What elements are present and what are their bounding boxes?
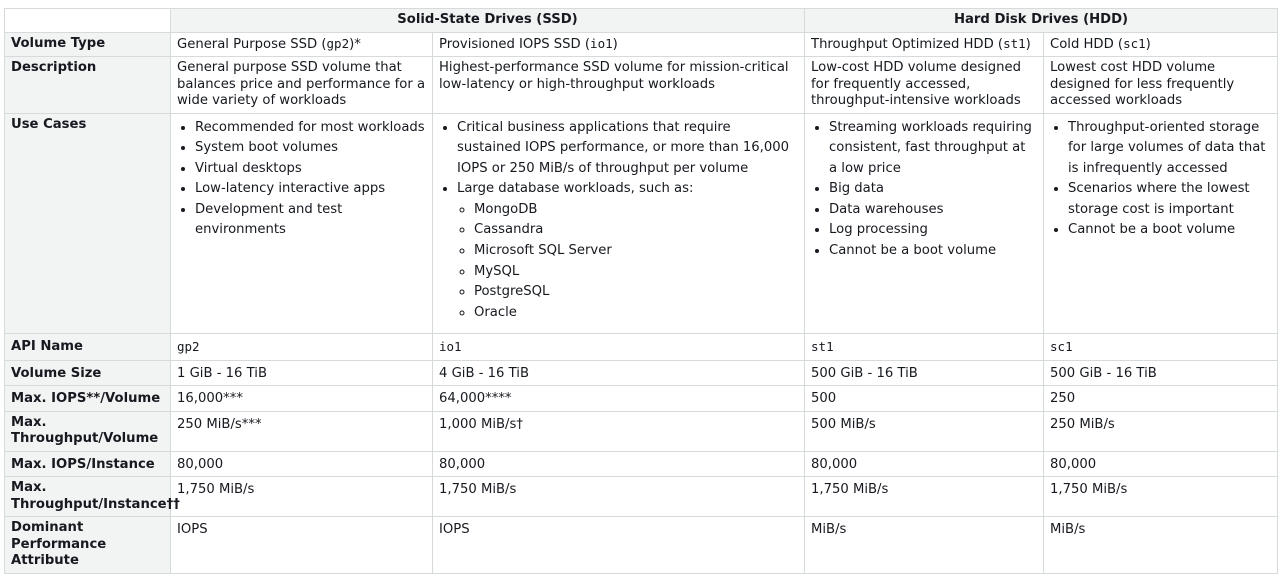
use-case-item-text: Large database workloads, such as: (457, 181, 694, 197)
api-name-io1 (433, 334, 805, 361)
max-iops-volume-io1: 64,000**** (433, 386, 805, 412)
database-item: ◦ MongoDB (474, 200, 798, 221)
ebs-volume-types-table (4, 8, 1278, 574)
database-item: ◦ Microsoft SQL Server (474, 241, 798, 262)
api-name-value: st1 (811, 339, 834, 355)
row-header-api-name: API Name (5, 334, 171, 361)
api-name-row (5, 334, 1278, 361)
max-iops-instance-gp2: 80,000 (171, 451, 433, 477)
use-case-item (457, 179, 798, 323)
use-case-list (1050, 118, 1271, 242)
database-item: ◦ Cassandra (474, 220, 798, 241)
row-header-max-iops-volume: Max. IOPS**/Volume (5, 386, 171, 412)
volume-size-io1: 4 GiB - 16 TiB (433, 360, 805, 386)
volume-size-row (5, 360, 1278, 386)
database-item: ◦ Oracle (474, 303, 798, 324)
max-iops-instance-sc1: 80,000 (1044, 451, 1278, 477)
volume-type-sc1: Cold HDD (sc1) (1044, 32, 1278, 57)
max-iops-volume-sc1: 250 (1044, 386, 1278, 412)
max-throughput-instance-st1: 1,750 MiB/s (805, 477, 1044, 517)
max-throughput-instance-io1: 1,750 MiB/s (433, 477, 805, 517)
max-iops-instance-io1: 80,000 (433, 451, 805, 477)
max-iops-volume-row (5, 386, 1278, 412)
api-name-sc1 (1044, 334, 1278, 361)
max-throughput-volume-gp2: 250 MiB/s*** (171, 411, 433, 451)
dominant-performance-io1: IOPS (433, 517, 805, 574)
use-case-item: • Virtual desktops (195, 159, 426, 180)
corner-cell (5, 9, 171, 33)
use-case-list (811, 118, 1037, 262)
use-case-item: • Low-latency interactive apps (195, 179, 426, 200)
volume-type-row (5, 32, 1278, 57)
volume-size-gp2: 1 GiB - 16 TiB (171, 360, 433, 386)
max-throughput-instance-gp2: 1,750 MiB/s (171, 477, 433, 517)
row-header-use-cases: Use Cases (5, 113, 171, 334)
use-cases-io1 (433, 113, 805, 334)
max-throughput-volume-sc1: 250 MiB/s (1044, 411, 1278, 451)
use-cases-row (5, 113, 1278, 334)
row-header-max-throughput-volume: Max. Throughput/Volume (5, 411, 171, 451)
volume-type-st1: Throughput Optimized HDD (st1) (805, 32, 1044, 57)
row-header-description: Description (5, 57, 171, 114)
row-header-volume-type: Volume Type (5, 32, 171, 57)
max-throughput-instance-row (5, 477, 1278, 517)
volume-size-sc1: 500 GiB - 16 TiB (1044, 360, 1278, 386)
description-sc1: Lowest cost HDD volume designed for less frequently accessed workloads (1044, 57, 1278, 114)
row-header-max-iops-instance: Max. IOPS/Instance (5, 451, 171, 477)
description-st1: Low-cost HDD volume designed for frequently accessed, throughput-intensive workloads (805, 57, 1044, 114)
use-case-item: • Streaming workloads requiring consistent, fast throughput at a low price (829, 118, 1037, 180)
dominant-performance-sc1: MiB/s (1044, 517, 1278, 574)
use-case-item: • Scenarios where the lowest storage cost is important (1068, 179, 1271, 220)
dominant-performance-gp2: IOPS (171, 517, 433, 574)
use-cases-sc1 (1044, 113, 1278, 334)
row-header-dominant-performance: Dominant Performance Attribute (5, 517, 171, 574)
max-iops-volume-st1: 500 (805, 386, 1044, 412)
group-header-row (5, 9, 1278, 33)
api-name-gp2 (171, 334, 433, 361)
database-item: ◦ PostgreSQL (474, 282, 798, 303)
row-header-max-throughput-instance: Max. Throughput/Instance†† (5, 477, 171, 517)
hdd-group-header: Hard Disk Drives (HDD) (805, 9, 1278, 33)
max-throughput-instance-sc1: 1,750 MiB/s (1044, 477, 1278, 517)
use-cases-gp2 (171, 113, 433, 334)
use-case-item: • Throughput-oriented storage for large volumes of data that is infrequently accessed (1068, 118, 1271, 180)
use-case-item: • System boot volumes (195, 138, 426, 159)
use-case-item: • Log processing (829, 220, 1037, 241)
database-sublist (457, 200, 798, 324)
dominant-performance-st1: MiB/s (805, 517, 1044, 574)
api-name-st1 (805, 334, 1044, 361)
use-case-item: • Data warehouses (829, 200, 1037, 221)
api-name-value: sc1 (1050, 339, 1073, 355)
use-case-item: • Development and test environments (195, 200, 426, 241)
max-throughput-volume-io1: 1,000 MiB/s† (433, 411, 805, 451)
max-throughput-volume-st1: 500 MiB/s (805, 411, 1044, 451)
volume-size-st1: 500 GiB - 16 TiB (805, 360, 1044, 386)
ssd-group-header: Solid-State Drives (SSD) (171, 9, 805, 33)
use-case-list (177, 118, 426, 242)
volume-type-io1: Provisioned IOPS SSD (io1) (433, 32, 805, 57)
max-iops-instance-row (5, 451, 1278, 477)
use-case-item: • Cannot be a boot volume (829, 241, 1037, 262)
dominant-performance-row (5, 517, 1278, 574)
use-case-item: • Recommended for most workloads (195, 118, 426, 139)
description-io1: Highest-performance SSD volume for mission-critical low-latency or high-throughput workloads (433, 57, 805, 114)
row-header-volume-size: Volume Size (5, 360, 171, 386)
volume-type-gp2: General Purpose SSD (gp2)* (171, 32, 433, 57)
database-item: ◦ MySQL (474, 262, 798, 283)
api-name-value: gp2 (177, 339, 200, 355)
use-case-list (439, 118, 798, 324)
use-case-item: • Big data (829, 179, 1037, 200)
max-iops-volume-gp2: 16,000*** (171, 386, 433, 412)
description-row (5, 57, 1278, 114)
use-case-item: • Cannot be a boot volume (1068, 220, 1271, 241)
description-gp2: General purpose SSD volume that balances price and performance for a wide variety of workloads (171, 57, 433, 114)
max-iops-instance-st1: 80,000 (805, 451, 1044, 477)
use-cases-st1 (805, 113, 1044, 334)
api-name-value: io1 (439, 339, 462, 355)
use-case-item: • Critical business applications that require sustained IOPS performance, or more than 16,000 IOPS or 250 MiB/s of throughput per volume (457, 118, 798, 180)
max-throughput-volume-row (5, 411, 1278, 451)
